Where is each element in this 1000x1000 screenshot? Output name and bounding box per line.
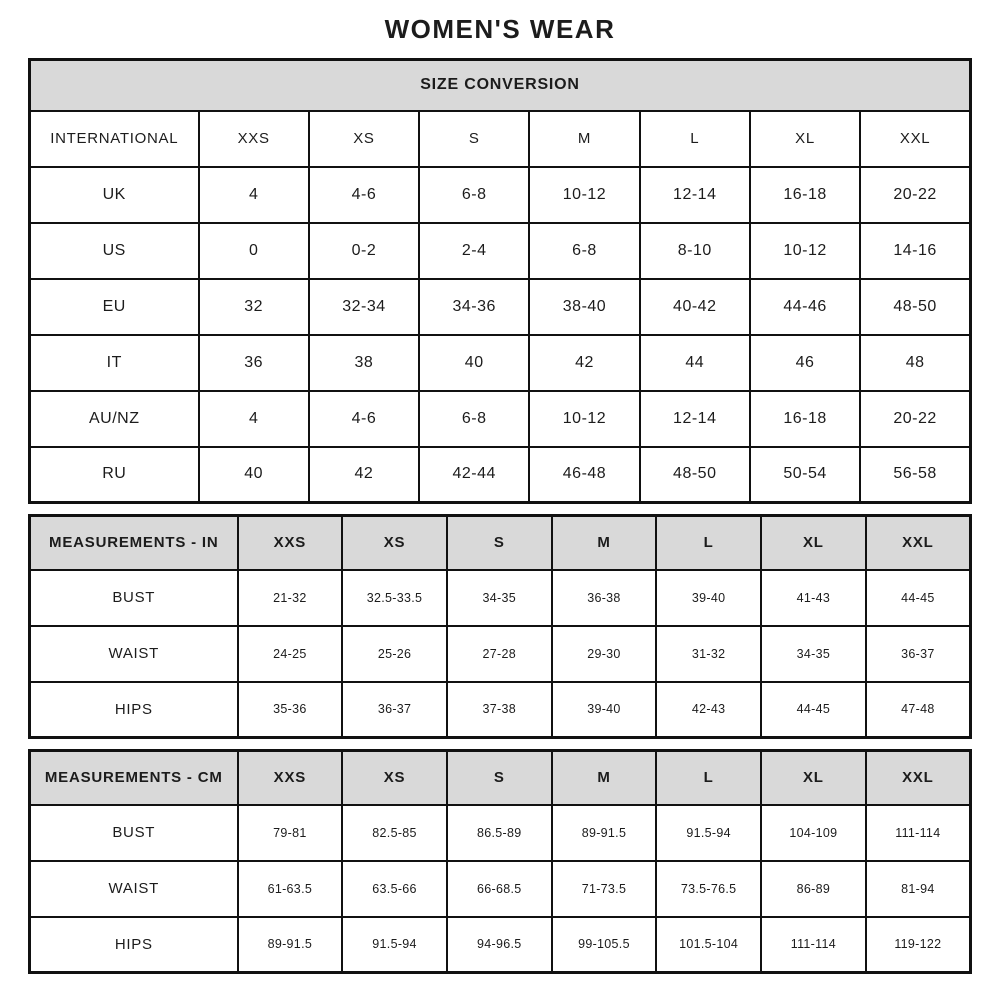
value-cell: 4-6 bbox=[309, 391, 419, 447]
value-cell: 6-8 bbox=[419, 167, 529, 223]
value-cell: 6-8 bbox=[419, 391, 529, 447]
table-gap bbox=[0, 739, 1000, 749]
row-label-cell: HIPS bbox=[30, 917, 238, 973]
value-cell: 38 bbox=[309, 335, 419, 391]
size-column-header: L bbox=[640, 111, 750, 167]
table-row bbox=[30, 447, 971, 503]
value-cell: 29-30 bbox=[552, 626, 657, 682]
value-cell: 48 bbox=[860, 335, 970, 391]
value-cell: 6-8 bbox=[529, 223, 639, 279]
value-cell: 56-58 bbox=[860, 447, 970, 503]
value-cell: 4-6 bbox=[309, 167, 419, 223]
value-cell: 21-32 bbox=[238, 570, 343, 626]
value-cell: 111-114 bbox=[761, 917, 866, 973]
value-cell: 37-38 bbox=[447, 682, 552, 738]
row-label-cell: AU/NZ bbox=[30, 391, 199, 447]
value-cell: 86.5-89 bbox=[447, 805, 552, 861]
size-column-header: XS bbox=[342, 751, 447, 805]
size-column-header: M bbox=[552, 516, 657, 570]
value-cell: 99-105.5 bbox=[552, 917, 657, 973]
value-cell: 71-73.5 bbox=[552, 861, 657, 917]
value-cell: 34-35 bbox=[447, 570, 552, 626]
value-cell: 42-44 bbox=[419, 447, 529, 503]
table-row bbox=[30, 917, 971, 973]
value-cell: 16-18 bbox=[750, 167, 860, 223]
value-cell: 111-114 bbox=[866, 805, 971, 861]
size-column-header: XXL bbox=[866, 751, 971, 805]
row-header-column-label: MEASUREMENTS - IN bbox=[30, 516, 238, 570]
size-column-header: M bbox=[552, 751, 657, 805]
value-cell: 47-48 bbox=[866, 682, 971, 738]
row-label-cell: WAIST bbox=[30, 861, 238, 917]
value-cell: 50-54 bbox=[750, 447, 860, 503]
column-header-row bbox=[30, 111, 971, 167]
size-column-header: XL bbox=[761, 751, 866, 805]
value-cell: 42-43 bbox=[656, 682, 761, 738]
value-cell: 20-22 bbox=[860, 391, 970, 447]
value-cell: 86-89 bbox=[761, 861, 866, 917]
row-label-cell: RU bbox=[30, 447, 199, 503]
value-cell: 36 bbox=[199, 335, 309, 391]
value-cell: 89-91.5 bbox=[552, 805, 657, 861]
table-row bbox=[30, 805, 971, 861]
value-cell: 38-40 bbox=[529, 279, 639, 335]
size-column-header: XXL bbox=[860, 111, 970, 167]
value-cell: 104-109 bbox=[761, 805, 866, 861]
size-column-header: S bbox=[419, 111, 529, 167]
value-cell: 63.5-66 bbox=[342, 861, 447, 917]
value-cell: 40 bbox=[199, 447, 309, 503]
row-label-cell: BUST bbox=[30, 570, 238, 626]
size-column-header: XS bbox=[309, 111, 419, 167]
value-cell: 44-46 bbox=[750, 279, 860, 335]
value-cell: 46 bbox=[750, 335, 860, 391]
row-label-cell: IT bbox=[30, 335, 199, 391]
value-cell: 61-63.5 bbox=[238, 861, 343, 917]
value-cell: 36-37 bbox=[342, 682, 447, 738]
value-cell: 8-10 bbox=[640, 223, 750, 279]
value-cell: 48-50 bbox=[860, 279, 970, 335]
value-cell: 10-12 bbox=[529, 167, 639, 223]
value-cell: 34-36 bbox=[419, 279, 529, 335]
table-row bbox=[30, 682, 971, 738]
row-label-cell: UK bbox=[30, 167, 199, 223]
value-cell: 73.5-76.5 bbox=[656, 861, 761, 917]
size-column-header: XXS bbox=[199, 111, 309, 167]
row-label-cell: HIPS bbox=[30, 682, 238, 738]
size-column-header: S bbox=[447, 516, 552, 570]
table-row bbox=[30, 335, 971, 391]
row-label-cell: US bbox=[30, 223, 199, 279]
table-banner-row bbox=[30, 60, 971, 111]
table-row bbox=[30, 570, 971, 626]
value-cell: 34-35 bbox=[761, 626, 866, 682]
value-cell: 79-81 bbox=[238, 805, 343, 861]
table-row bbox=[30, 167, 971, 223]
value-cell: 44 bbox=[640, 335, 750, 391]
table-row bbox=[30, 223, 971, 279]
measurements-in-table bbox=[28, 514, 972, 739]
value-cell: 25-26 bbox=[342, 626, 447, 682]
size-column-header: XXL bbox=[866, 516, 971, 570]
value-cell: 24-25 bbox=[238, 626, 343, 682]
row-header-column-label: MEASUREMENTS - CM bbox=[30, 751, 238, 805]
value-cell: 42 bbox=[529, 335, 639, 391]
value-cell: 42 bbox=[309, 447, 419, 503]
table-row bbox=[30, 626, 971, 682]
value-cell: 10-12 bbox=[750, 223, 860, 279]
value-cell: 32 bbox=[199, 279, 309, 335]
size-column-header: XXS bbox=[238, 516, 343, 570]
value-cell: 12-14 bbox=[640, 167, 750, 223]
table-row bbox=[30, 861, 971, 917]
value-cell: 4 bbox=[199, 167, 309, 223]
value-cell: 2-4 bbox=[419, 223, 529, 279]
size-column-header: M bbox=[529, 111, 639, 167]
value-cell: 27-28 bbox=[447, 626, 552, 682]
value-cell: 48-50 bbox=[640, 447, 750, 503]
value-cell: 44-45 bbox=[866, 570, 971, 626]
value-cell: 91.5-94 bbox=[342, 917, 447, 973]
value-cell: 39-40 bbox=[656, 570, 761, 626]
value-cell: 39-40 bbox=[552, 682, 657, 738]
value-cell: 94-96.5 bbox=[447, 917, 552, 973]
value-cell: 41-43 bbox=[761, 570, 866, 626]
size-conversion-table bbox=[28, 58, 972, 504]
value-cell: 12-14 bbox=[640, 391, 750, 447]
table-row bbox=[30, 279, 971, 335]
value-cell: 20-22 bbox=[860, 167, 970, 223]
value-cell: 81-94 bbox=[866, 861, 971, 917]
value-cell: 0 bbox=[199, 223, 309, 279]
size-column-header: S bbox=[447, 751, 552, 805]
column-header-row bbox=[30, 516, 971, 570]
page-title: WOMEN'S WEAR bbox=[384, 14, 616, 44]
value-cell: 119-122 bbox=[866, 917, 971, 973]
measurements-cm-table bbox=[28, 749, 972, 974]
value-cell: 35-36 bbox=[238, 682, 343, 738]
row-label-cell: EU bbox=[30, 279, 199, 335]
value-cell: 0-2 bbox=[309, 223, 419, 279]
size-column-header: XS bbox=[342, 516, 447, 570]
value-cell: 82.5-85 bbox=[342, 805, 447, 861]
table-gap bbox=[0, 504, 1000, 514]
value-cell: 10-12 bbox=[529, 391, 639, 447]
value-cell: 4 bbox=[199, 391, 309, 447]
row-label-cell: WAIST bbox=[30, 626, 238, 682]
value-cell: 66-68.5 bbox=[447, 861, 552, 917]
value-cell: 40-42 bbox=[640, 279, 750, 335]
value-cell: 46-48 bbox=[529, 447, 639, 503]
table-title: SIZE CONVERSION bbox=[30, 60, 971, 111]
value-cell: 36-37 bbox=[866, 626, 971, 682]
row-label-cell: BUST bbox=[30, 805, 238, 861]
size-column-header: XL bbox=[750, 111, 860, 167]
value-cell: 16-18 bbox=[750, 391, 860, 447]
table-row bbox=[30, 391, 971, 447]
value-cell: 101.5-104 bbox=[656, 917, 761, 973]
size-column-header: XXS bbox=[238, 751, 343, 805]
value-cell: 36-38 bbox=[552, 570, 657, 626]
value-cell: 32.5-33.5 bbox=[342, 570, 447, 626]
value-cell: 91.5-94 bbox=[656, 805, 761, 861]
size-column-header: L bbox=[656, 516, 761, 570]
value-cell: 31-32 bbox=[656, 626, 761, 682]
size-column-header: L bbox=[656, 751, 761, 805]
value-cell: 40 bbox=[419, 335, 529, 391]
value-cell: 32-34 bbox=[309, 279, 419, 335]
size-column-header: XL bbox=[761, 516, 866, 570]
value-cell: 44-45 bbox=[761, 682, 866, 738]
value-cell: 89-91.5 bbox=[238, 917, 343, 973]
row-header-column-label: INTERNATIONAL bbox=[30, 111, 199, 167]
value-cell: 14-16 bbox=[860, 223, 970, 279]
column-header-row bbox=[30, 751, 971, 805]
